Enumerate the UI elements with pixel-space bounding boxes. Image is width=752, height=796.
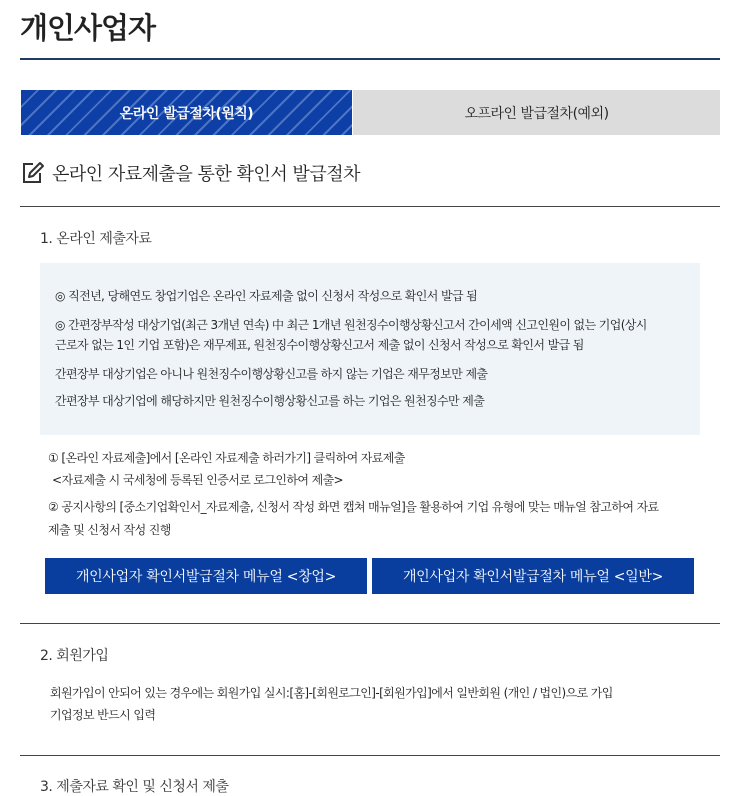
divider [20, 623, 720, 624]
step2-text: 회원가입이 안되어 있는 경우에는 회원가입 실시:[홈]-[회원로그인]-[회원가입]에서 일반회원 (개인 / 법인)으로 가입 [50, 686, 613, 700]
info-line: ◎ 직전년, 당해연도 창업기업은 온라인 자료제출 없이 신청서 작성으로 확인서 발급 됨 [55, 289, 478, 303]
edit-icon [20, 160, 46, 186]
divider [20, 206, 720, 207]
step-instruction: ① [온라인 자료제출]에서 [온라인 자료제출 하러가기] 클릭하여 자료제출 [48, 451, 405, 465]
step1-title: 1. 온라인 제출자료 [40, 231, 152, 247]
section-heading-text: 온라인 자료제출을 통한 확인서 발급절차 [52, 164, 360, 185]
step2-title: 2. 회원가입 [40, 648, 109, 664]
step-instruction: 제출 및 신청서 작성 진행 [48, 523, 171, 537]
info-line: ◎ 간편장부작성 대상기업(최근 3개년 연속) 中 최근 1개년 원천징수이행상황신고서 간이세액 신고인원이 없는 기업(상시 [55, 318, 647, 332]
manual-general-button[interactable]: 개인사업자 확인서발급절차 메뉴얼 <일반> [372, 558, 694, 594]
step2-text: 기업정보 반드시 입력 [50, 708, 156, 722]
page-title: 개인사업자 [20, 11, 156, 45]
manual-startup-button[interactable]: 개인사업자 확인서발급절차 메뉴얼 <창업> [45, 558, 367, 594]
step-instruction: ② 공지사항의 [중소기업확인서_자료제출, 신청서 작성 화면 캡쳐 매뉴얼]을 활용하여 기업 유형에 맞는 매뉴얼 참고하여 자료 [48, 500, 659, 514]
info-line: 근로자 없는 1인 기업 포함)은 재무제표, 원천징수이행상황신고서 제출 없이 신청서 작성으로 확인서 발급 됨 [55, 338, 584, 352]
tab-offline-procedure[interactable]: 오프라인 발급절차(예외) [353, 90, 720, 135]
section-heading [20, 160, 360, 186]
step-instruction-note: <자료제출 시 국세청에 등록된 인증서로 로그인하여 제출> [52, 473, 344, 487]
tab-online-procedure[interactable]: 온라인 발급절차(원칙) [21, 90, 352, 135]
divider [20, 755, 720, 756]
info-line: 간편장부 대상기업에 해당하지만 원천징수이행상황신고를 하는 기업은 원천징수만 제출 [55, 394, 485, 408]
info-box [40, 263, 700, 435]
title-divider [20, 58, 720, 60]
info-line: 간편장부 대상기업은 아니나 원천징수이행상황신고를 하지 않는 기업은 재무정보만 제출 [55, 367, 488, 381]
procedure-tabs [21, 90, 720, 135]
step3-title: 3. 제출자료 확인 및 신청서 제출 [40, 779, 229, 795]
